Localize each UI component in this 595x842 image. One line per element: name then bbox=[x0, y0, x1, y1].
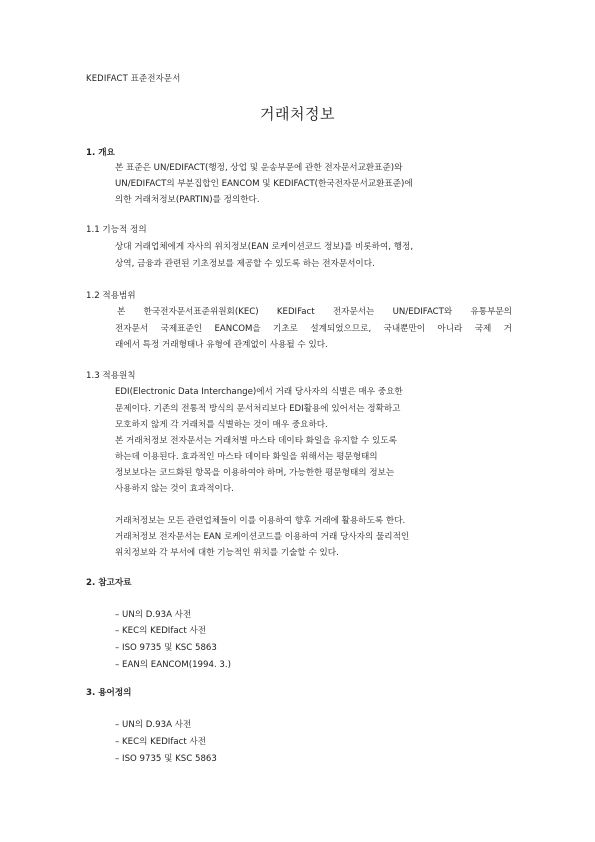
section-heading-functional-definition: 1.1 기능적 정의 bbox=[86, 225, 147, 235]
scope-line: 전자문서 국제표준인 EANCOM을 기초로 설계되었으므로, 국내뿐만이 아니라 국제 거 bbox=[115, 324, 512, 334]
principles-line: 모호하지 않게 각 거래처를 식별하는 것이 매우 중요하다. bbox=[115, 420, 328, 430]
section-heading-references: 2. 참고자료 bbox=[86, 578, 132, 588]
principles-line: 정보보다는 코드화된 항목을 이용하여야 하며, 가능한한 평문형태의 정보는 bbox=[115, 468, 395, 478]
section-heading-principles: 1.3 적용원칙 bbox=[86, 371, 136, 381]
principles-line: EDI(Electronic Data Interchange)에서 거래 당사자의 식별은 매우 중요한 bbox=[115, 387, 403, 397]
terms-item: – ISO 9735 및 KSC 5863 bbox=[115, 754, 217, 764]
terms-item: – KEC의 KEDIfact 사전 bbox=[115, 737, 207, 747]
document-header: KEDIFACT 표준전자문서 bbox=[86, 73, 181, 83]
principles-line: 하는데 이용된다. 효과적인 마스타 데이타 화일을 위해서는 평문형태의 bbox=[115, 452, 378, 462]
reference-item: – UN의 D.93A 사전 bbox=[115, 610, 192, 620]
overview-line: 본 표준은 UN/EDIFACT(행정, 상업 및 운송부문에 관한 전자문서교환표준)와 bbox=[115, 163, 403, 173]
section-heading-terms: 3. 용어정의 bbox=[86, 688, 132, 698]
reference-item: – ISO 9735 및 KSC 5863 bbox=[115, 643, 217, 653]
functional-definition-line: 상대 거래업체에게 자사의 위치정보(EAN 로케이션코드 정보)를 비롯하여, 행정, bbox=[115, 242, 414, 252]
scope-line: 본 한국전자문서표준위원회(KEC) KEDIFact 전자문서는 UN/EDIFACT와 유통부문의 bbox=[117, 307, 512, 317]
principles-line: 거래처정보 전자문서는 EAN 로케이션코드를 이용하여 거래 당사자의 물리적인 bbox=[115, 532, 410, 542]
overview-line: UN/EDIFACT의 부분집합인 EANCOM 및 KEDIFACT(한국전자문서교환표준)에 bbox=[115, 179, 413, 189]
principles-line: 거래처정보는 모든 관련업체들이 이를 이용하여 향후 거래에 활용하도록 한다. bbox=[115, 516, 406, 526]
reference-item: – KEC의 KEDIfact 사전 bbox=[115, 626, 207, 636]
section-heading-overview: 1. 개요 bbox=[86, 148, 115, 158]
reference-item: – EAN의 EANCOM(1994. 3.) bbox=[115, 660, 231, 670]
functional-definition-line: 상역, 금융과 관련된 기초정보를 제공할 수 있도록 하는 전자문서이다. bbox=[115, 259, 375, 269]
section-heading-scope: 1.2 적용범위 bbox=[86, 291, 136, 301]
principles-line: 사용하지 않는 것이 효과적이다. bbox=[115, 484, 234, 494]
scope-line: 래에서 특정 거래형태나 유형에 관계없이 사용될 수 있다. bbox=[115, 340, 328, 350]
page-title: 거래처정보 bbox=[260, 105, 335, 123]
overview-line: 의한 거래처정보(PARTIN)를 정의한다. bbox=[115, 195, 260, 205]
principles-line: 문제이다. 기존의 전통적 방식의 문서처리보다 EDI활용에 있어서는 정확하고 bbox=[115, 404, 401, 414]
principles-line: 본 거래처정보 전자문서는 거래처별 마스타 데이타 화일을 유지할 수 있도록 bbox=[115, 436, 397, 446]
terms-item: – UN의 D.93A 사전 bbox=[115, 720, 192, 730]
principles-line: 위치정보와 각 부서에 대한 기능적인 위치를 기술할 수 있다. bbox=[115, 548, 339, 558]
